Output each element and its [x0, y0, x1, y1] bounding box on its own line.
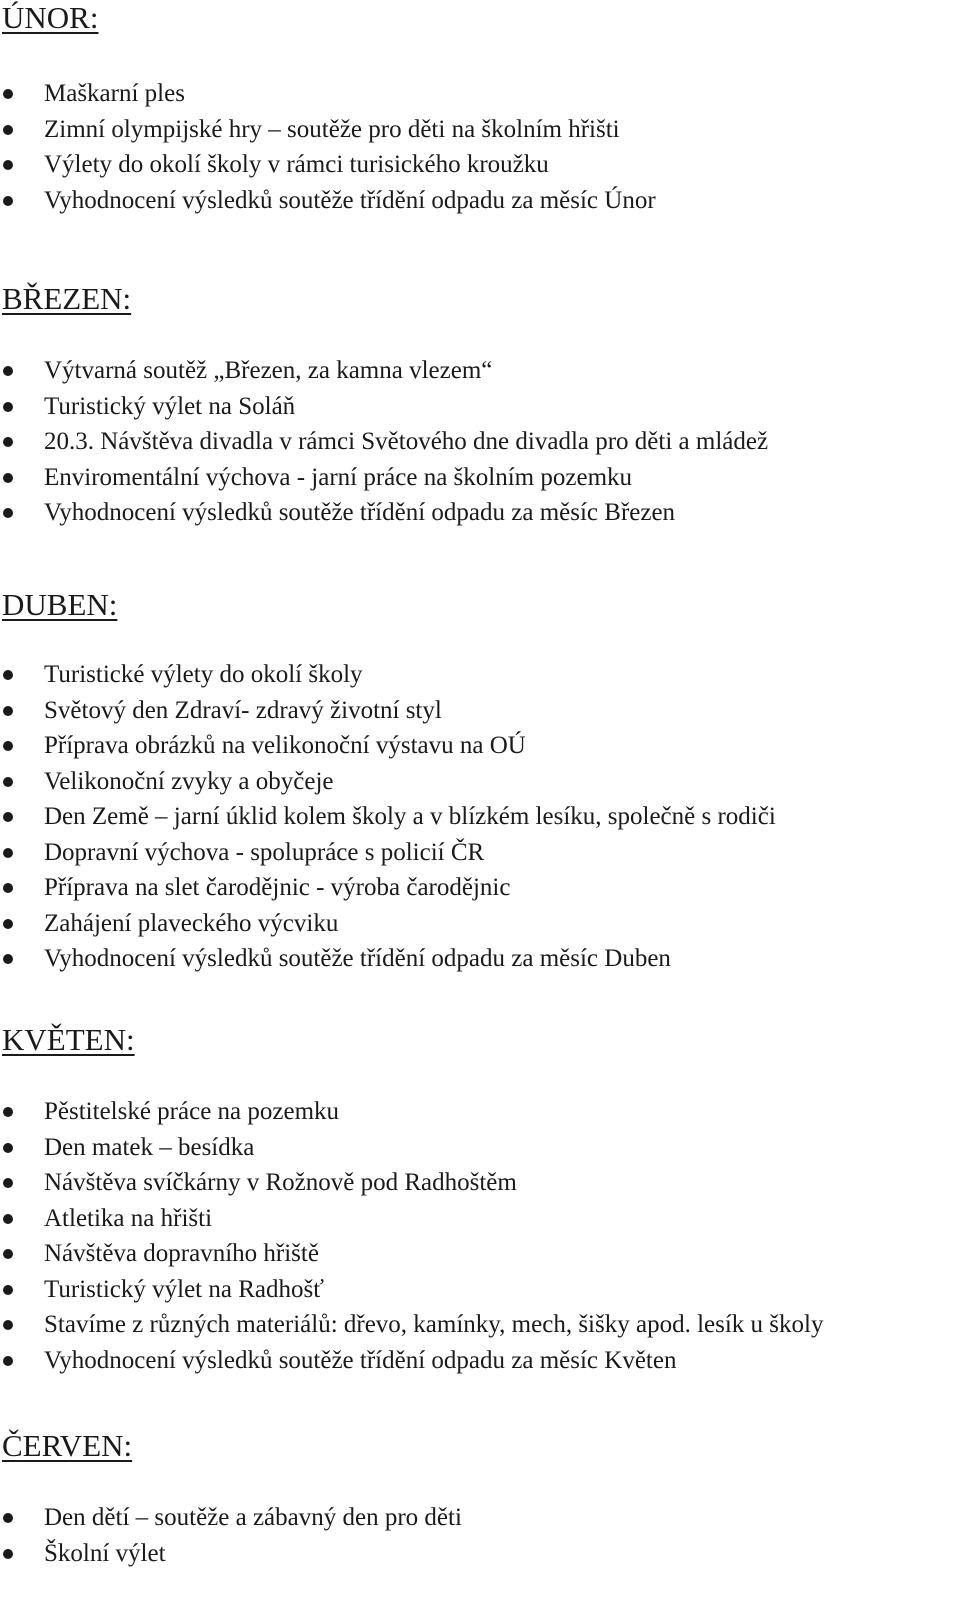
bullet-icon	[3, 1285, 13, 1295]
list-item	[0, 1307, 960, 1343]
section-heading: ČERVEN:	[2, 1428, 133, 1463]
item-list	[0, 76, 960, 218]
list-item	[0, 495, 960, 531]
list-item-text: Světový den Zdraví- zdravý životní styl	[44, 696, 442, 724]
list-item	[0, 183, 960, 219]
list-item	[0, 728, 960, 764]
bullet-icon	[3, 1513, 13, 1523]
list-item-text: 20.3. Návštěva divadla v rámci Světového dne divadla pro děti a mládež	[44, 428, 769, 455]
bullet-icon	[3, 1549, 13, 1559]
bullet-icon	[3, 196, 13, 206]
list-item	[0, 424, 960, 460]
bullet-icon	[3, 812, 13, 822]
bullet-icon	[3, 1249, 13, 1259]
bullet-icon	[3, 848, 13, 858]
bullet-icon	[3, 1143, 13, 1153]
bullet-icon	[3, 1107, 13, 1117]
list-item-text: Návštěva svíčkárny v Rožnově pod Radhoštěm	[44, 1169, 517, 1196]
list-item	[0, 112, 960, 148]
list-item	[0, 657, 960, 693]
list-item	[0, 693, 960, 729]
bullet-icon	[3, 777, 13, 787]
bullet-icon	[3, 670, 13, 680]
item-list	[0, 1500, 960, 1571]
list-item	[0, 1094, 960, 1130]
list-item	[0, 1236, 960, 1272]
bullet-icon	[3, 741, 13, 751]
list-item-text: Turistický výlet na Soláň	[44, 392, 296, 420]
list-item	[0, 353, 960, 389]
bullet-icon	[3, 1320, 13, 1330]
bullet-icon	[3, 473, 13, 483]
list-item-text: Vyhodnocení výsledků soutěže třídění odpadu za měsíc Únor	[44, 186, 656, 214]
list-item	[0, 1500, 960, 1536]
item-list	[0, 353, 960, 531]
list-item	[0, 941, 960, 977]
bullet-icon	[3, 366, 13, 376]
list-item-text: Zimní olympijské hry – soutěže pro děti na školním hřišti	[44, 115, 620, 143]
list-item	[0, 1165, 960, 1201]
bullet-icon	[3, 437, 13, 447]
item-list	[0, 657, 960, 977]
list-item	[0, 76, 960, 112]
list-item-text: Vyhodnocení výsledků soutěže třídění odpadu za měsíc Květen	[44, 1346, 677, 1374]
bullet-icon	[3, 508, 13, 518]
list-item-text: Turistický výlet na Radhošť	[44, 1275, 324, 1303]
bullet-icon	[3, 125, 13, 135]
bullet-icon	[3, 1356, 13, 1366]
bullet-icon	[3, 919, 13, 929]
list-item	[0, 460, 960, 496]
list-item-text: Výtvarná soutěž „Březen, za kamna vlezem“	[44, 357, 493, 384]
list-item-text: Zahájení plaveckého výcviku	[44, 909, 339, 937]
list-item	[0, 870, 960, 906]
section-heading: DUBEN:	[2, 587, 118, 622]
list-item-text: Výlety do okolí školy v rámci turisického kroužku	[44, 151, 549, 178]
bullet-icon	[3, 883, 13, 893]
bullet-icon	[3, 402, 13, 412]
list-item-text: Den dětí – soutěže a zábavný den pro děti	[44, 1504, 462, 1531]
list-item-text: Atletika na hřišti	[44, 1204, 213, 1232]
list-item	[0, 389, 960, 425]
list-item-text: Stavíme z různých materiálů: dřevo, kamínky, mech, šišky apod. lesík u školy	[44, 1311, 824, 1338]
list-item	[0, 1343, 960, 1379]
list-item-text: Pěstitelské práce na pozemku	[44, 1098, 340, 1125]
section-heading: BŘEZEN:	[2, 281, 132, 316]
bullet-icon	[3, 706, 13, 716]
list-item	[0, 1130, 960, 1166]
list-item-text: Vyhodnocení výsledků soutěže třídění odpadu za měsíc Duben	[44, 945, 671, 972]
list-item	[0, 906, 960, 942]
list-item	[0, 1536, 960, 1572]
list-item-text: Návštěva dopravního hřiště	[44, 1240, 319, 1267]
bullet-icon	[3, 89, 13, 99]
list-item	[0, 835, 960, 871]
list-item-text: Den Země – jarní úklid kolem školy a v blízkém lesíku, společně s rodiči	[44, 803, 776, 830]
bullet-icon	[3, 954, 13, 964]
list-item-text: Příprava obrázků na velikonoční výstavu na OÚ	[44, 732, 526, 759]
list-item-text: Maškarní ples	[44, 80, 185, 107]
item-list	[0, 1094, 960, 1378]
list-item-text: Den matek – besídka	[44, 1133, 255, 1161]
list-item-text: Vyhodnocení výsledků soutěže třídění odpadu za měsíc Březen	[44, 499, 676, 526]
list-item-text: Dopravní výchova - spolupráce s policií ČR	[44, 838, 485, 866]
list-item-text: Školní výlet	[44, 1539, 166, 1567]
bullet-icon	[3, 1178, 13, 1188]
list-item-text: Enviromentální výchova - jarní práce na školním pozemku	[44, 463, 633, 491]
list-item	[0, 1201, 960, 1237]
list-item	[0, 799, 960, 835]
list-item-text: Turistické výlety do okolí školy	[44, 661, 363, 688]
list-item	[0, 147, 960, 183]
bullet-icon	[3, 1214, 13, 1224]
list-item-text: Velikonoční zvyky a obyčeje	[44, 767, 334, 795]
section-heading: ÚNOR:	[2, 0, 99, 35]
bullet-icon	[3, 160, 13, 170]
list-item-text: Příprava na slet čarodějnic - výroba čarodějnic	[44, 874, 511, 901]
section-heading: KVĚTEN:	[2, 1022, 135, 1057]
list-item	[0, 764, 960, 800]
list-item	[0, 1272, 960, 1308]
